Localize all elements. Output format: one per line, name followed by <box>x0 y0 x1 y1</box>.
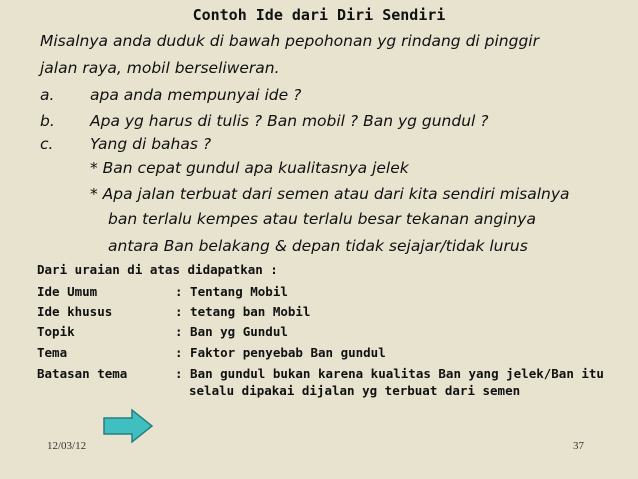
summary-heading: Dari uraian di atas didapatkan : <box>37 262 278 277</box>
bullet-2-cont-1: ban terlalu kempes atau terlalu besar tekanan anginya <box>108 210 536 228</box>
summary-value-ide-umum: : Tentang Mobil <box>175 284 288 299</box>
footer-date: 12/03/12 <box>47 440 87 452</box>
intro-line-1: Misalnya anda duduk di bawah pepohonan yg rindang di pinggir <box>40 32 539 50</box>
list-marker-a: a. <box>40 86 55 104</box>
list-item-c: Yang di bahas ? <box>90 135 212 153</box>
slide-title: Contoh Ide dari Diri Sendiri <box>192 6 446 24</box>
summary-value-topik: : Ban yg Gundul <box>175 324 288 339</box>
bullet-2-cont-2: antara Ban belakang & depan tidak sejajar/tidak lurus <box>108 237 528 255</box>
summary-value-batasan-tema: : Ban gundul bukan karena kualitas Ban yang jelek/Ban itu <box>175 366 604 381</box>
summary-label-ide-khusus: Ide khusus <box>37 304 113 319</box>
bullet-2: * Apa jalan terbuat dari semen atau dari kita sendiri misalnya <box>90 185 570 203</box>
list-marker-c: c. <box>40 135 54 153</box>
list-item-a: apa anda mempunyai ide ? <box>90 86 302 104</box>
bullet-1: * Ban cepat gundul apa kualitasnya jelek <box>90 159 409 177</box>
footer-page-number: 37 <box>573 440 584 452</box>
summary-value-batasan-tema-cont: selalu dipakai dijalan yg terbuat dari semen <box>189 383 521 398</box>
summary-label-tema: Tema <box>37 345 68 360</box>
list-marker-b: b. <box>40 112 55 130</box>
right-arrow-icon[interactable] <box>102 408 154 444</box>
summary-label-batasan-tema: Batasan tema <box>37 366 128 381</box>
summary-value-ide-khusus: : tetang ban Mobil <box>175 304 311 319</box>
summary-value-tema: : Faktor penyebab Ban gundul <box>175 345 386 360</box>
intro-line-2: jalan raya, mobil berseliweran. <box>40 59 280 77</box>
summary-label-ide-umum: Ide Umum <box>37 284 98 299</box>
list-item-b: Apa yg harus di tulis ? Ban mobil ? Ban yg gundul ? <box>90 112 489 130</box>
summary-label-topik: Topik <box>37 324 75 339</box>
